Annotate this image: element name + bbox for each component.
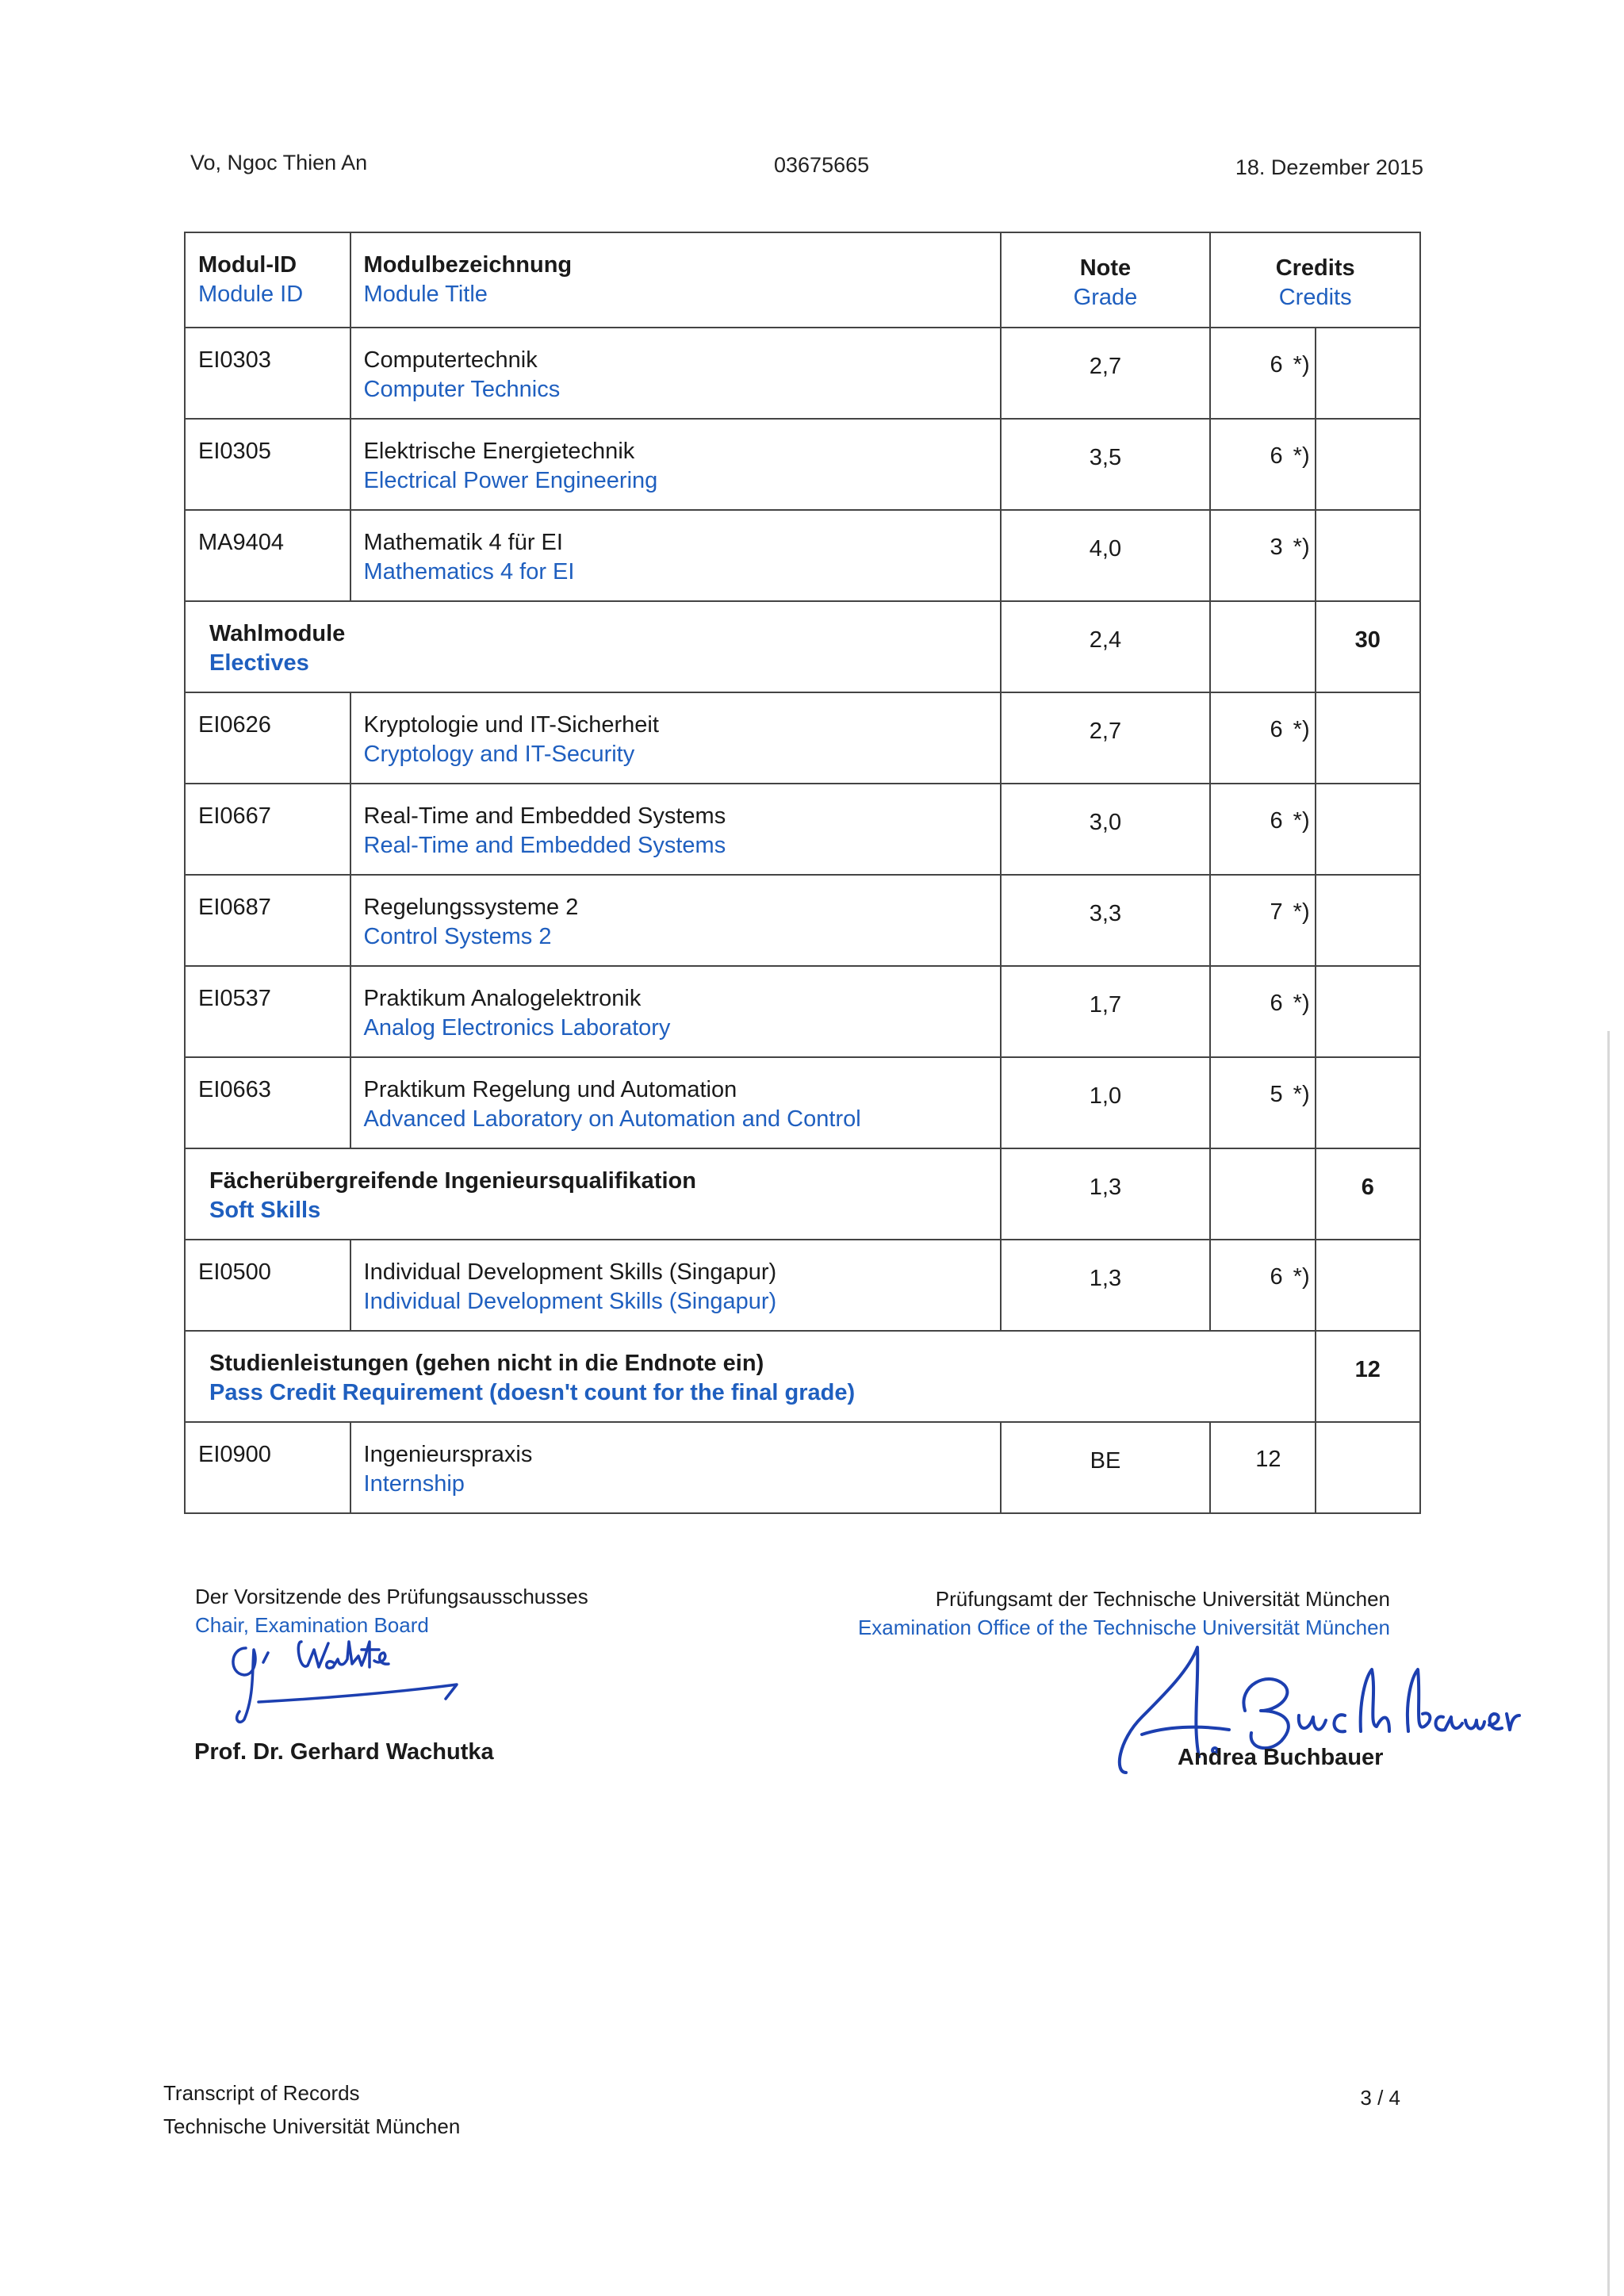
footer: Transcript of Records Technische Universität München (163, 2081, 461, 2138)
module-credits: 6 *) (1210, 1240, 1315, 1331)
footnote-mark: *) (1293, 808, 1310, 834)
footnote-mark: *) (1293, 899, 1310, 925)
total-empty (1316, 692, 1420, 784)
module-id: EI0500 (185, 1240, 350, 1331)
table-row (185, 966, 1420, 1057)
module-title: Individual Development Skills (Singapur) Individual Development Skills (Singapur) (350, 1240, 1001, 1331)
module-credits: 6 *) (1210, 966, 1315, 1057)
table-row (185, 1422, 1420, 1513)
table-row (185, 784, 1420, 875)
issue-date: 18. Dezember 2015 (1235, 155, 1423, 179)
table-row (185, 328, 1420, 419)
grades-table (184, 232, 1421, 1514)
table-row (185, 1240, 1420, 1331)
office-name: Andrea Buchbauer (1178, 1745, 1384, 1770)
total-empty (1316, 510, 1420, 601)
chair-name: Prof. Dr. Gerhard Wachutka (194, 1739, 494, 1765)
module-title: Praktikum Regelung und Automation Advanced Laboratory on Automation and Control (350, 1057, 1001, 1148)
module-title: Kryptologie und IT-Sicherheit Cryptology and IT-Security (350, 692, 1001, 784)
group-title: Fächerübergreifende Ingenieursqualifikation Soft Skills (185, 1148, 1001, 1240)
footnote-mark: *) (1293, 717, 1310, 742)
module-title: Real-Time and Embedded Systems Real-Time and Embedded Systems (350, 784, 1001, 875)
module-grade: 2,7 (1001, 328, 1211, 419)
module-grade: 1,7 (1001, 966, 1211, 1057)
header-module-title: Modulbezeichnung Module Title (350, 232, 1001, 328)
table-row (185, 510, 1420, 601)
module-credits: 6 *) (1210, 419, 1315, 510)
total-empty (1316, 1057, 1420, 1148)
total-empty (1316, 419, 1420, 510)
total-empty (1316, 1240, 1420, 1331)
electives-group-row (185, 601, 1420, 692)
module-id: EI0626 (185, 692, 350, 784)
module-title: Regelungssysteme 2 Control Systems 2 (350, 875, 1001, 966)
pass-credit-group-row (185, 1331, 1420, 1422)
footnote-mark: *) (1293, 991, 1310, 1016)
module-grade: 1,0 (1001, 1057, 1211, 1148)
group-grade: 2,4 (1001, 601, 1211, 692)
header-module-id: Modul-ID Module ID (185, 232, 350, 328)
office-signature-caption: Prüfungsamt der Technische Universität München Examination Office of the Technische Universität München (857, 1587, 1390, 1639)
table-row (185, 1057, 1420, 1148)
matriculation-number: 03675665 (774, 153, 870, 177)
module-id: EI0900 (185, 1422, 350, 1513)
student-name: Vo, Ngoc Thien An (190, 151, 368, 174)
module-id: EI0667 (185, 784, 350, 875)
module-title: Computertechnik Computer Technics (350, 328, 1001, 419)
header-credits: Credits Credits (1210, 232, 1420, 328)
module-credits: 3 *) (1210, 510, 1315, 601)
footnote-mark: *) (1293, 1264, 1310, 1290)
total-empty (1316, 875, 1420, 966)
total-empty (1316, 966, 1420, 1057)
footnote-mark: *) (1293, 352, 1310, 378)
module-id: EI0663 (185, 1057, 350, 1148)
module-id: EI0687 (185, 875, 350, 966)
module-id: EI0305 (185, 419, 350, 510)
chair-signature-caption: Der Vorsitzende des Prüfungsausschusses Chair, Examination Board (195, 1585, 588, 1637)
table-row (185, 875, 1420, 966)
group-total-credits: 12 (1316, 1331, 1420, 1422)
chair-handwritten-signature (222, 1626, 476, 1729)
module-credits: 12 (1210, 1422, 1315, 1513)
footnote-mark: *) (1293, 443, 1310, 469)
total-empty (1316, 1422, 1420, 1513)
header-grade: Note Grade (1001, 232, 1211, 328)
total-empty (1316, 328, 1420, 419)
module-credits: 7 *) (1210, 875, 1315, 966)
module-grade: 2,7 (1001, 692, 1211, 784)
footnote-mark: *) (1293, 535, 1310, 560)
module-grade: 3,5 (1001, 419, 1211, 510)
page-number: 3 / 4 (1360, 2086, 1400, 2110)
scan-edge-shadow (1607, 1031, 1610, 2296)
footnote-mark: *) (1293, 1082, 1310, 1107)
soft-skills-group-row (185, 1148, 1420, 1240)
group-total-credits: 6 (1316, 1148, 1420, 1240)
module-title: Praktikum Analogelektronik Analog Electronics Laboratory (350, 966, 1001, 1057)
total-empty (1316, 784, 1420, 875)
module-credits: 5 *) (1210, 1057, 1315, 1148)
table-row (185, 692, 1420, 784)
module-id: EI0303 (185, 328, 350, 419)
group-credits-empty (1210, 1148, 1315, 1240)
module-credits: 6 *) (1210, 784, 1315, 875)
module-id: EI0537 (185, 966, 350, 1057)
group-title: Wahlmodule Electives (185, 601, 1001, 692)
module-id: MA9404 (185, 510, 350, 601)
module-grade: BE (1001, 1422, 1211, 1513)
module-grade: 1,3 (1001, 1240, 1211, 1331)
module-title: Elektrische Energietechnik Electrical Power Engineering (350, 419, 1001, 510)
module-grade: 3,0 (1001, 784, 1211, 875)
table-header-row (185, 232, 1420, 328)
module-credits: 6 *) (1210, 692, 1315, 784)
group-credits-empty (1210, 601, 1315, 692)
module-title: Mathematik 4 für EI Mathematics 4 for EI (350, 510, 1001, 601)
module-grade: 4,0 (1001, 510, 1211, 601)
module-credits: 6 *) (1210, 328, 1315, 419)
module-title: Ingenieurspraxis Internship (350, 1422, 1001, 1513)
group-grade: 1,3 (1001, 1148, 1211, 1240)
module-grade: 3,3 (1001, 875, 1211, 966)
group-title: Studienleistungen (gehen nicht in die Endnote ein) Pass Credit Requirement (doesn't count for the final grade) (185, 1331, 1316, 1422)
group-total-credits: 30 (1316, 601, 1420, 692)
table-row (185, 419, 1420, 510)
